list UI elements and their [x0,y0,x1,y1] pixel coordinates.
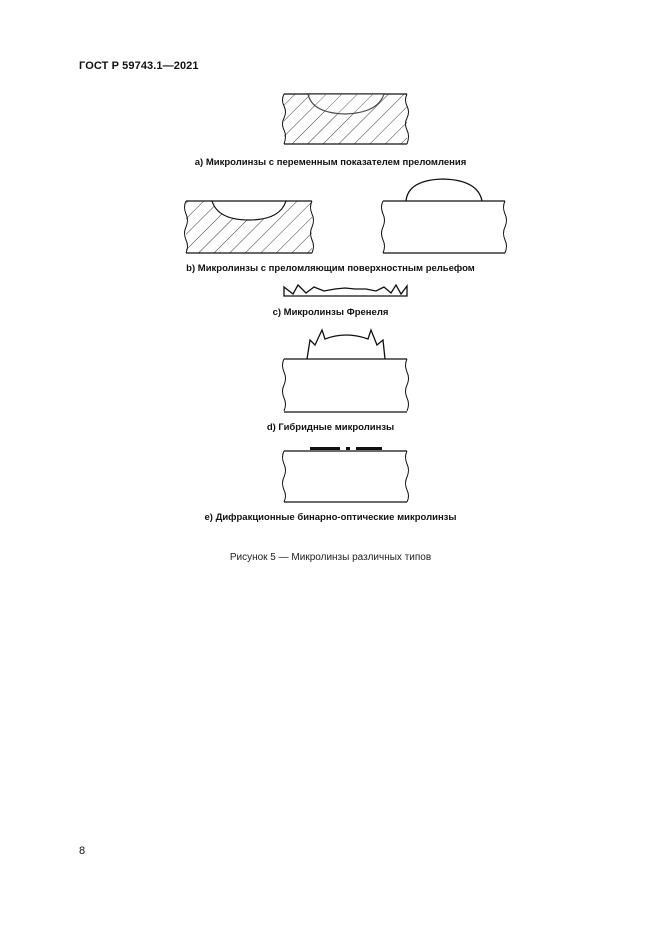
diagram-hybrid [283,330,409,412]
page-number: 8 [79,845,86,857]
diagram-fresnel [284,285,407,296]
figure-caption: Рисунок 5 — Микролинзы различных типов [229,552,432,563]
subcaption-d: d) Гибридные микролинзы [266,422,395,433]
standard-code: ГОСТ Р 59743.1—2021 [79,60,199,72]
diagram-binary-optic [283,447,409,502]
diagram-graded-index [283,94,409,144]
subcaption-e: е) Дифракционные бинарно-оптические микролинзы [204,512,457,523]
subcaption-c: с) Микролинзы Френеля [272,307,389,318]
diagram-refractive-convex [382,179,507,253]
subcaption-b: b) Микролинзы с преломляющим поверхностным рельефом [186,263,475,274]
subcaption-a: а) Микролинзы с переменным показателем преломления [194,157,467,168]
diagram-refractive-concave [185,201,314,253]
